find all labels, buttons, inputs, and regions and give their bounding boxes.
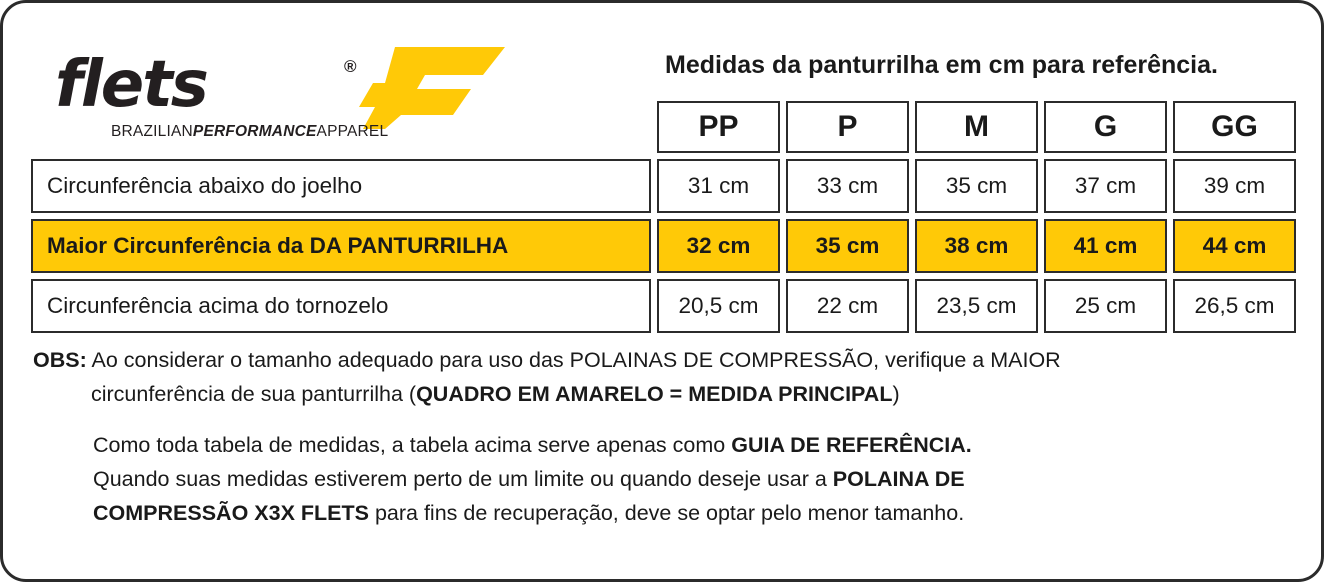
note-paragraph-2 bbox=[33, 428, 1303, 530]
row-label-below-knee: Circunferência abaixo do joelho bbox=[31, 159, 651, 213]
cell-below-knee-g: 37 cm bbox=[1044, 159, 1167, 213]
brand-tagline-part2: PERFORMANCE bbox=[192, 123, 317, 140]
p2-line2-emphasis: POLAINA DE bbox=[832, 467, 965, 491]
p2-line3-emphasis: COMPRESSÃO X3X FLETS bbox=[93, 501, 369, 525]
cell-above-ankle-m: 23,5 cm bbox=[915, 279, 1038, 333]
obs-line2-text-a: circunferência de sua panturrilha ( bbox=[91, 382, 417, 406]
row-label-largest-calf: Maior Circunferência da DA PANTURRILHA bbox=[31, 219, 651, 273]
notes-section bbox=[33, 343, 1303, 530]
row-label-above-ankle: Circunferência acima do tornozelo bbox=[31, 279, 651, 333]
brand-tagline-part3: APPAREL bbox=[316, 123, 389, 140]
column-header-p: P bbox=[786, 101, 909, 153]
cell-above-ankle-g: 25 cm bbox=[1044, 279, 1167, 333]
measurements-table bbox=[31, 101, 1302, 339]
brand-tagline-part1: BRAZILIAN bbox=[111, 123, 193, 140]
p2-line3-text: para fins de recuperação, deve se optar pelo menor tamanho. bbox=[368, 501, 965, 525]
column-header-g: G bbox=[1044, 101, 1167, 153]
table-row bbox=[31, 159, 1302, 219]
registered-trademark-icon: ® bbox=[344, 57, 357, 76]
cell-below-knee-gg: 39 cm bbox=[1173, 159, 1296, 213]
cell-below-knee-p: 33 cm bbox=[786, 159, 909, 213]
column-header-pp: PP bbox=[657, 101, 780, 153]
table-row bbox=[31, 279, 1302, 339]
note-obs-line1 bbox=[33, 343, 1303, 377]
cell-largest-calf-g: 41 cm bbox=[1044, 219, 1167, 273]
cell-largest-calf-gg: 44 cm bbox=[1173, 219, 1296, 273]
p2-line1-text: Como toda tabela de medidas, a tabela acima serve apenas como bbox=[93, 433, 732, 457]
brand-wordmark: flets bbox=[55, 48, 207, 122]
obs-line2-text-c: ) bbox=[892, 382, 900, 406]
cell-above-ankle-p: 22 cm bbox=[786, 279, 909, 333]
cell-largest-calf-p: 35 cm bbox=[786, 219, 909, 273]
cell-above-ankle-pp: 20,5 cm bbox=[657, 279, 780, 333]
table-header-spacer bbox=[31, 101, 651, 159]
p2-line2-text: Quando suas medidas estiverem perto de um limite ou quando deseje usar a bbox=[93, 467, 833, 491]
note-obs-line2 bbox=[33, 377, 1303, 411]
cell-below-knee-m: 35 cm bbox=[915, 159, 1038, 213]
note-p2-line1 bbox=[93, 428, 1303, 462]
table-row-highlighted bbox=[31, 219, 1302, 279]
column-header-gg: GG bbox=[1173, 101, 1296, 153]
page-title: Medidas da panturrilha em cm para referência. bbox=[665, 51, 1218, 79]
obs-line1-text: Ao considerar o tamanho adequado para uso das POLAINAS DE COMPRESSÃO, verifique a MAIOR bbox=[86, 348, 1061, 372]
column-header-m: M bbox=[915, 101, 1038, 153]
cell-largest-calf-pp: 32 cm bbox=[657, 219, 780, 273]
note-p2-line3 bbox=[93, 496, 1303, 530]
cell-largest-calf-m: 38 cm bbox=[915, 219, 1038, 273]
cell-below-knee-pp: 31 cm bbox=[657, 159, 780, 213]
obs-line2-emphasis: QUADRO EM AMARELO = MEDIDA PRINCIPAL bbox=[416, 382, 893, 406]
cell-above-ankle-gg: 26,5 cm bbox=[1173, 279, 1296, 333]
obs-tag: OBS: bbox=[33, 348, 87, 372]
p2-line1-emphasis: GUIA DE REFERÊNCIA. bbox=[731, 433, 972, 457]
note-p2-line2 bbox=[93, 462, 1303, 496]
table-header-row bbox=[31, 101, 1302, 159]
